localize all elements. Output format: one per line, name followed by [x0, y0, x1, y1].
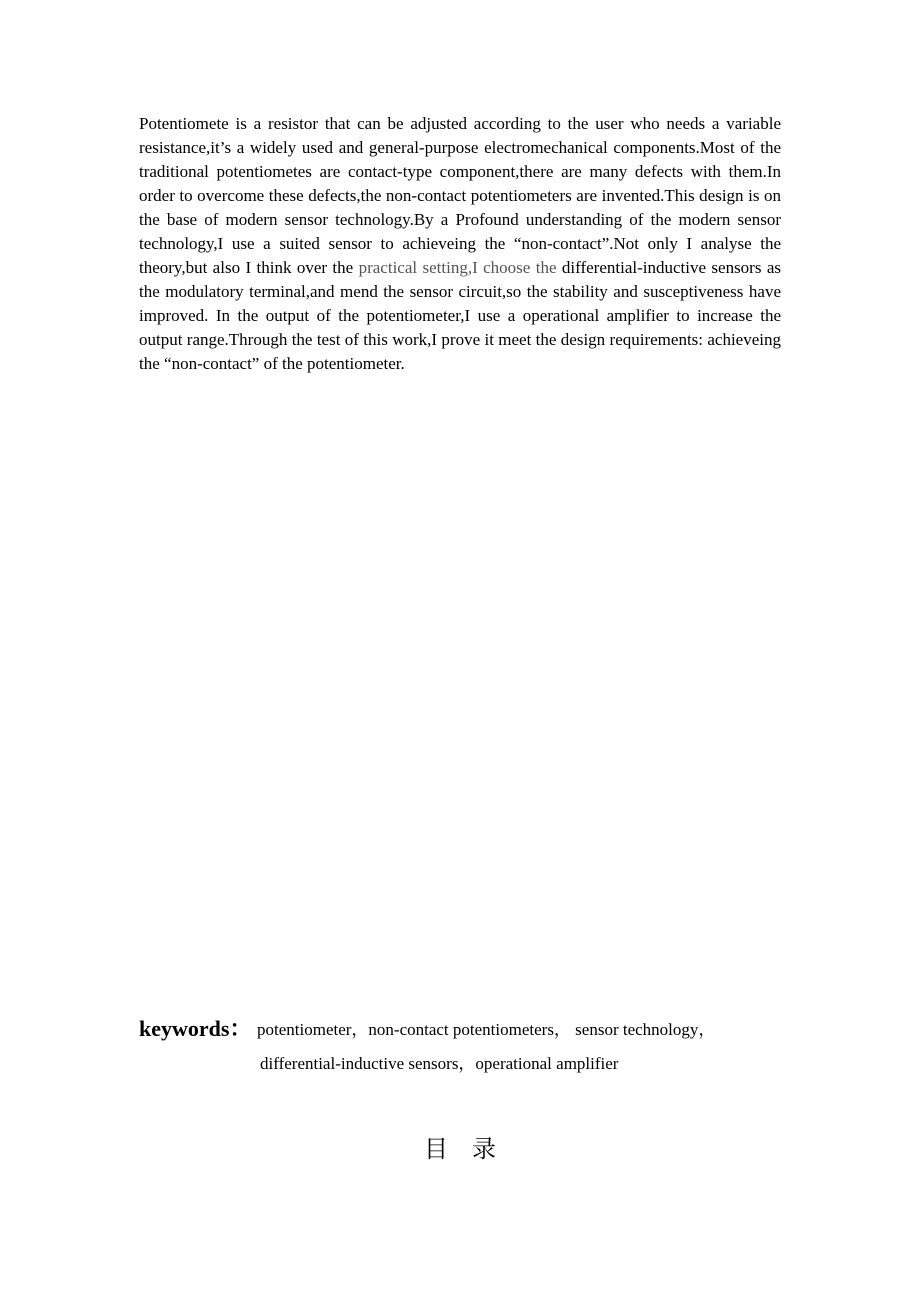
abstract-text-gray: practical setting,I choose the: [358, 258, 557, 277]
keywords-label: keywords：: [139, 1016, 252, 1041]
abstract-paragraph: [139, 112, 781, 376]
abstract-text-part3: differential-inductive sensors as the modulatory terminal,and mend the sensor circuit,so the stability and susceptiveness have improved. In the output of the potentiometer,I use a operational amplifier to increase the output range.Through the test of this work,I prove it meet the design requirements: achieveing the “non-contact” of the potentiometer.: [139, 258, 782, 373]
table-of-contents-heading: 目录: [424, 1135, 520, 1163]
abstract-text-part1: Potentiomete is a resistor that can be adjusted according to the user who needs a variable resistance,it’s a widely used and general-purpose electromechanical components.Most of the traditional potentiometes are contact-type component,there are many defects with them.In order to overcome these defects,the non-contact potentiometers are invented.This design is on the base of modern sensor technology.By a Profound understanding of the modern sensor technology,I use a suited sensor to achieveing the “non-contact”.Not only I analyse the theory,but also I think over the: [139, 114, 781, 277]
keywords-line-1: potentiometer，non-contact potentiometers， sensor technology，: [257, 1020, 716, 1039]
keywords-line-2: differential-inductive sensors，operational amplifier: [260, 1054, 619, 1073]
